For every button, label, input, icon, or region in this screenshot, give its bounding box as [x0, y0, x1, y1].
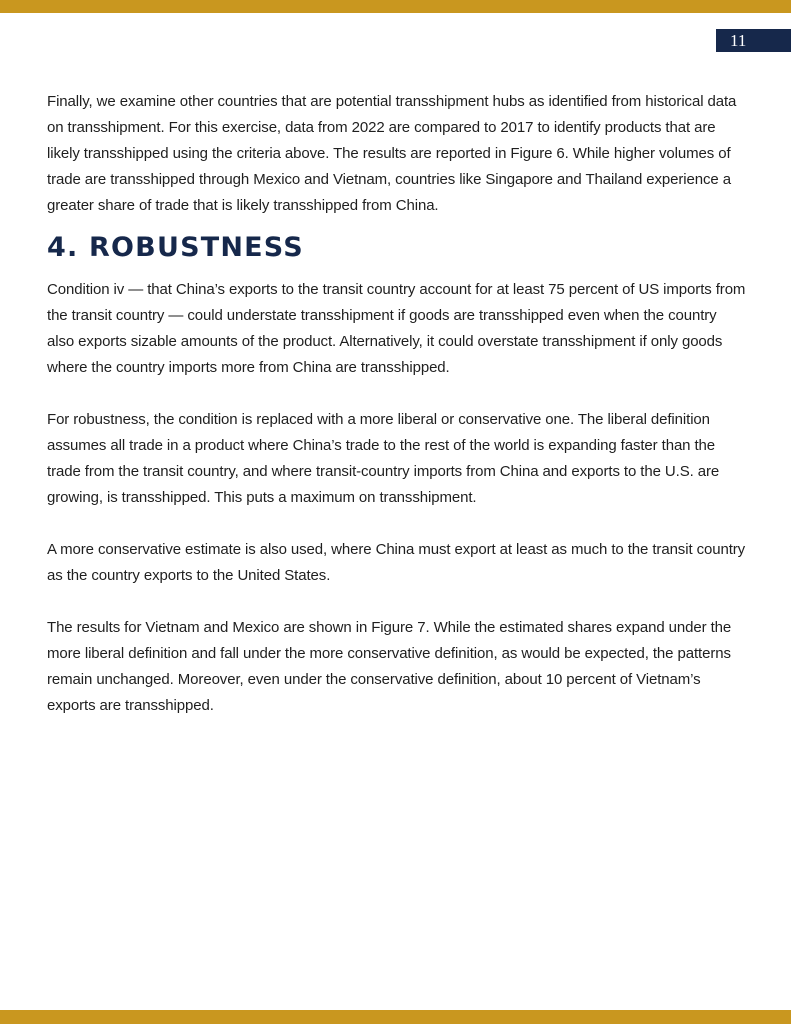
intro-paragraph: Finally, we examine other countries that are potential transshipment hubs as identified from historical data on transshipment. For this exercise, data from 2022 are compared to 2017 to identify products that are likely transshipped using the criteria above. The results are reported in Figure 6. While higher volumes of trade are transshipped through Mexico and Vietnam, countries like Singapore and Thailand experience a greater share of trade that is likely transshipped from China.	[47, 93, 737, 214]
page-content	[47, 89, 747, 719]
body-paragraph-3: A more conservative estimate is also used, where China must export at least as much to the transit country as the country exports to the United States.	[47, 541, 746, 584]
body-paragraph-2: For robustness, the condition is replaced with a more liberal or conservative one. The liberal definition assumes all trade in a product where China’s trade to the rest of the world is expanding faster than the trade from the transit country, and where transit-country imports from China and exports to the U.S. are growing, is transshipped. This puts a maximum on transshipment.	[47, 411, 720, 506]
bottom-accent-bar	[0, 1010, 791, 1024]
body-paragraph-4: The results for Vietnam and Mexico are shown in Figure 7. While the estimated shares expand under the more liberal definition and fall under the more conservative definition, as would be expected, the patterns remain unchanged. Moreover, even under the conservative definition, about 10 percent of Vietnam’s exports are transshipped.	[47, 619, 732, 714]
top-accent-bar	[0, 0, 791, 13]
page-number: 11	[716, 29, 791, 52]
body-paragraph-1: Condition iv — that China’s exports to the transit country account for at least 75 percent of US imports from the transit country — could understate transshipment if goods are transshipped even when the country also exports sizable amounts of the product. Alternatively, it could overstate transshipment if only goods where the country imports more from China are transshipped.	[47, 281, 746, 376]
section-heading: 4. ROBUSTNESS	[47, 232, 304, 263]
